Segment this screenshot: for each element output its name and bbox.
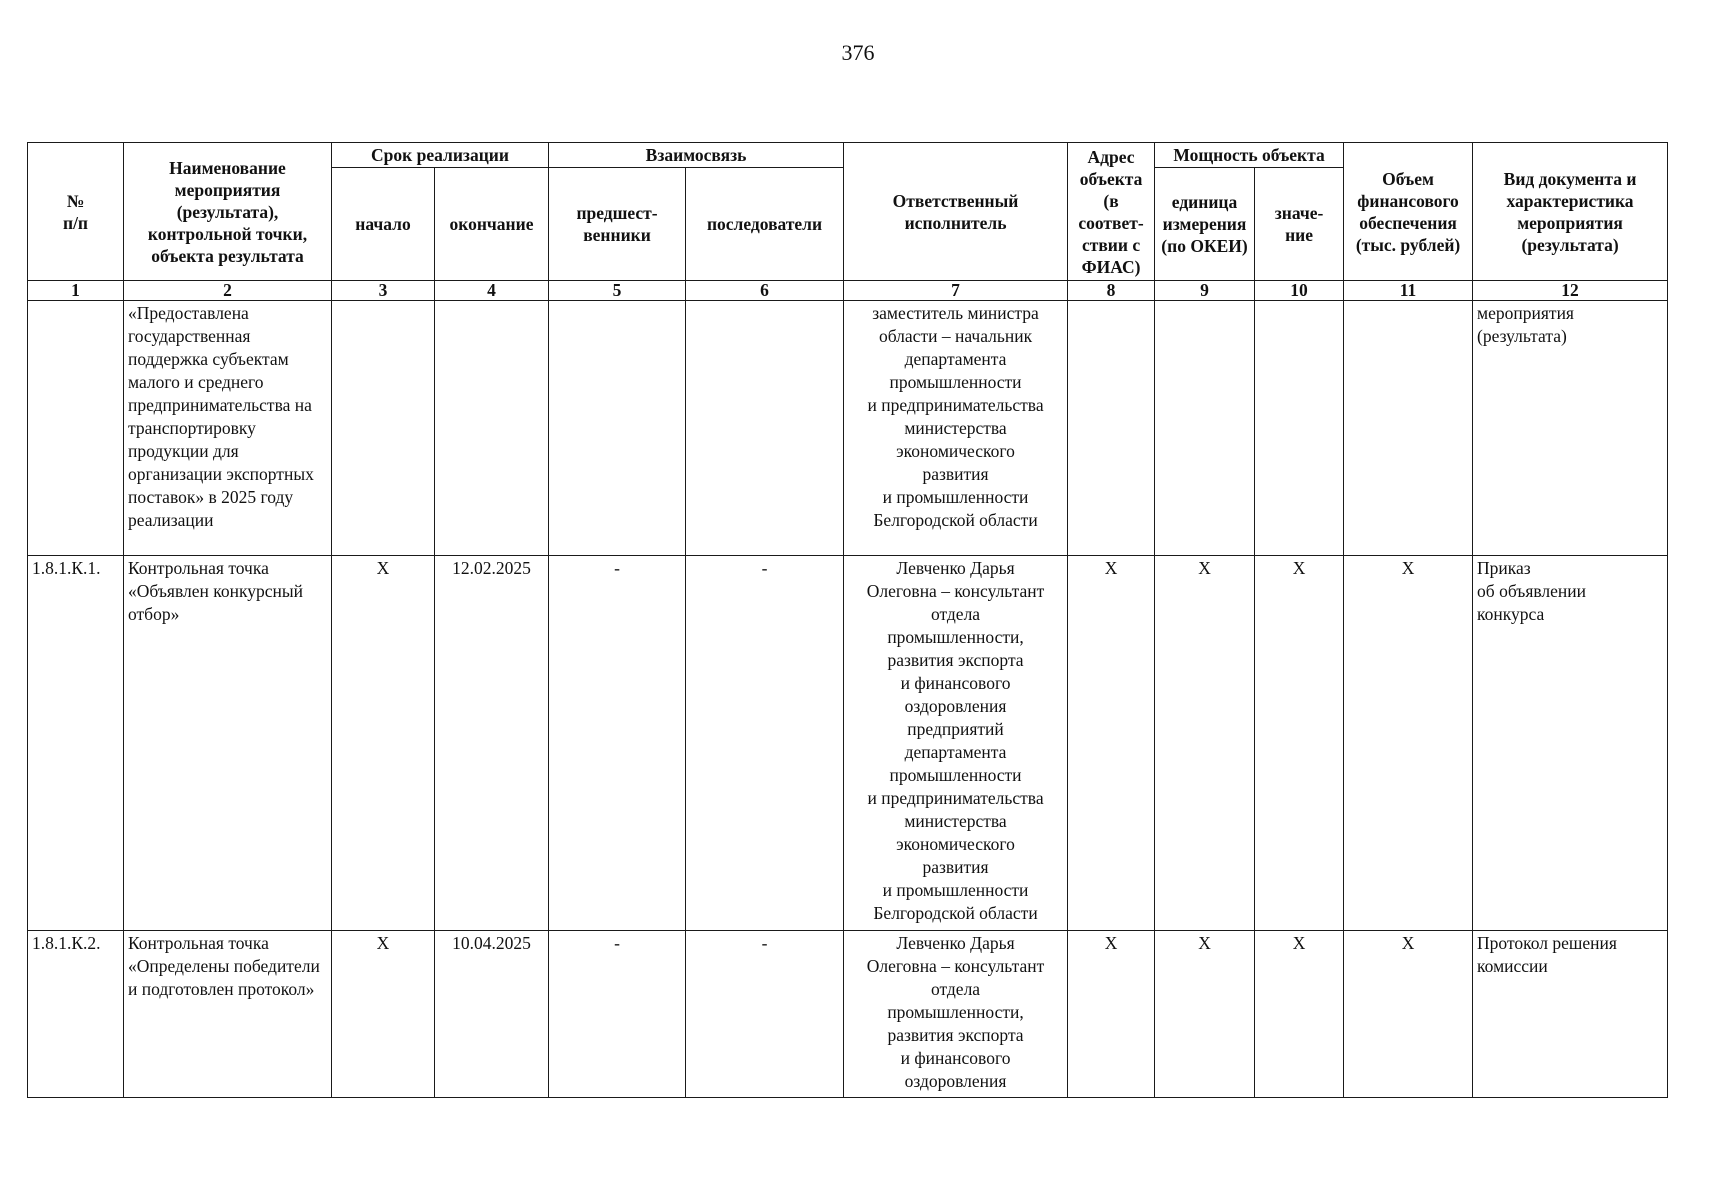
header-end: окончание: [435, 168, 549, 281]
row-start: [332, 301, 435, 556]
table-row: [28, 931, 1668, 1098]
row-number: 1.8.1.К.2.: [28, 931, 124, 1098]
row-address: [1068, 301, 1155, 556]
row-predecessors: -: [549, 556, 686, 931]
row-document: Приказ об объявлении конкурса: [1473, 556, 1668, 931]
row-end: 12.02.2025: [435, 556, 549, 931]
row-responsible: Левченко Дарья Олеговна – консультант отдела промышленности, развития экспорта и финансового оздоровления предприятий департамента промышленности и предпринимательства министерства экономического развития и промышленности Белгородской области: [844, 556, 1068, 931]
row-finance: [1344, 301, 1473, 556]
row-document: Протокол решения комиссии: [1473, 931, 1668, 1098]
row-name: Контрольная точка «Определены победители и подготовлен протокол»: [124, 931, 332, 1098]
header-term-group: Срок реализации: [332, 143, 549, 168]
column-number: 1: [28, 281, 124, 301]
row-responsible: заместитель министра области – начальник департамента промышленности и предпринимательства министерства экономического развития и промышленности Белгородской области: [844, 301, 1068, 556]
table-row: [28, 556, 1668, 931]
header-document: Вид документа и характеристика мероприятия (результата): [1473, 143, 1668, 281]
header-responsible: Ответственный исполнитель: [844, 143, 1068, 281]
row-address: X: [1068, 556, 1155, 931]
column-number: 11: [1344, 281, 1473, 301]
row-responsible: Левченко Дарья Олеговна – консультант отдела промышленности, развития экспорта и финансового оздоровления: [844, 931, 1068, 1098]
column-number: 3: [332, 281, 435, 301]
column-number: 9: [1155, 281, 1255, 301]
row-predecessors: -: [549, 931, 686, 1098]
row-successors: -: [686, 931, 844, 1098]
row-end: [435, 301, 549, 556]
row-start: X: [332, 931, 435, 1098]
header-value: значе- ние: [1255, 168, 1344, 281]
row-value: X: [1255, 556, 1344, 931]
row-number: [28, 301, 124, 556]
column-number: 5: [549, 281, 686, 301]
table-row: [28, 301, 1668, 556]
row-value: [1255, 301, 1344, 556]
row-number: 1.8.1.К.1.: [28, 556, 124, 931]
column-number: 12: [1473, 281, 1668, 301]
row-name: Контрольная точка «Объявлен конкурсный отбор»: [124, 556, 332, 931]
row-unit: [1155, 301, 1255, 556]
column-number: 10: [1255, 281, 1344, 301]
activity-plan-table: [27, 142, 1668, 1098]
column-number: 8: [1068, 281, 1155, 301]
row-finance: X: [1344, 931, 1473, 1098]
column-number: 7: [844, 281, 1068, 301]
row-name: «Предоставлена государственная поддержка субъектам малого и среднего предпринимательства на транспортировку продукции для организации экспортных поставок» в 2025 году реализации: [124, 301, 332, 556]
column-number: 2: [124, 281, 332, 301]
row-unit: X: [1155, 556, 1255, 931]
header-unit: единица измерения (по ОКЕИ): [1155, 168, 1255, 281]
header-row-1: [28, 143, 1668, 168]
header-address: Адрес объекта (в соответ- ствии с ФИАС): [1068, 143, 1155, 281]
column-number-row: [28, 281, 1668, 301]
header-link-group: Взаимосвязь: [549, 143, 844, 168]
header-finance: Объем финансового обеспечения (тыс. рублей): [1344, 143, 1473, 281]
row-address: X: [1068, 931, 1155, 1098]
header-predecessors: предшест- венники: [549, 168, 686, 281]
row-successors: [686, 301, 844, 556]
header-start: начало: [332, 168, 435, 281]
column-number: 4: [435, 281, 549, 301]
row-start: X: [332, 556, 435, 931]
header-capacity-group: Мощность объекта: [1155, 143, 1344, 168]
row-unit: X: [1155, 931, 1255, 1098]
page-number: 376: [841, 40, 875, 65]
row-value: X: [1255, 931, 1344, 1098]
header-successors: последователи: [686, 168, 844, 281]
row-finance: X: [1344, 556, 1473, 931]
header-name: Наименование мероприятия (результата), контрольной точки, объекта результата: [124, 143, 332, 281]
row-predecessors: [549, 301, 686, 556]
row-document: мероприятия (результата): [1473, 301, 1668, 556]
row-end: 10.04.2025: [435, 931, 549, 1098]
row-successors: -: [686, 556, 844, 931]
header-number: № п/п: [28, 143, 124, 281]
column-number: 6: [686, 281, 844, 301]
